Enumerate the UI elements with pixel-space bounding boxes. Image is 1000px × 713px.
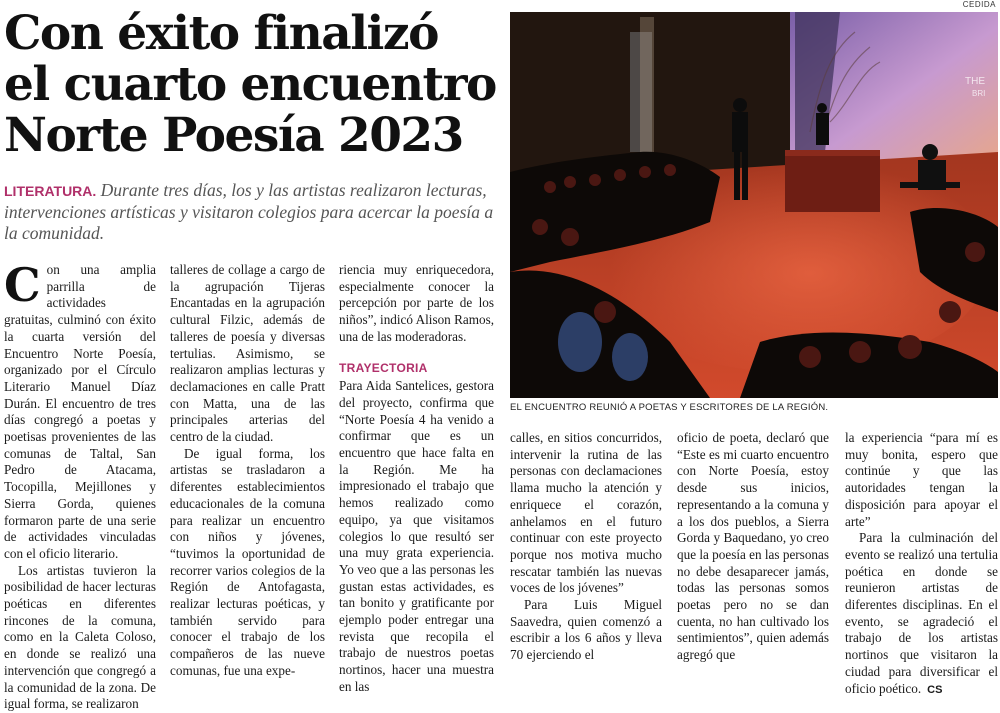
event-photo (510, 12, 998, 398)
article-paragraph-5: riencia muy enriquecedora, especialmente conocer la percepción por parte de los niños”, indicó Alison Ramos, una de las moderadoras. (339, 262, 494, 344)
screen-text-2: BRI (972, 89, 986, 98)
article-paragraph-9: oficio de poeta, declaró que “Este es mi cuarto encuentro con Norte Poesía, estoy desde sus inicios, representando a la comuna y a los dos pueblos, a Sierra Gorda y Baquedano, yo creo que la poesía en las personas no debe desaparecer jamás, todas las personas somos poetas pero no se dan cuenta, no han cultivado los sentimientos”, quien además agregó que (677, 430, 829, 663)
photo-credit: CEDIDA (962, 0, 996, 9)
section-kicker: LITERATURA. (4, 183, 97, 199)
article-paragraph-7: calles, en sitios concurridos, intervenir la rutina de las personas con declamaciones llama mucho la atención y enriquece el corazón, anhelamos en el futuro continuar con este proyecto porque nos motiva mucho rescatar también las nuevas voces de los jóvenes” (510, 430, 662, 596)
headline-line-2: el cuarto encuentro (4, 57, 496, 112)
article-paragraph-3: talleres de collage a cargo de la agrupación Tijeras Encantadas en la agrupación cultural Filzic, además de talleres de poesía y diversas tertulias. Asimismo, se realizaron amplias lecturas y declamaciones en calle Pratt con Matta, una de las principales arterias del centro de la ciudad. (170, 262, 325, 445)
article-paragraph-2: Los artistas tuvieron la posibilidad de hacer lecturas poéticas en diferentes rincones de la comuna, como en la Caleta Coloso, en donde se realizó una intervención que congregó a la comunidad de la zona. De igual forma, se realizaron (4, 562, 156, 712)
article-column-2 (170, 262, 325, 680)
article-paragraph-8: Para Luis Miguel Saavedra, quien comenzó a escribir a los 6 años y lleva 70 ejerciendo el (510, 597, 662, 663)
headline-line-1: Con éxito finalizó (4, 6, 438, 61)
headline-line-3: Norte Poesía 2023 (4, 108, 463, 163)
article-paragraph-4: De igual forma, los artistas se trasladaron a diferentes establecimientos educacionales de la comuna para realizar un encuentro con niños y jóvenes, “tuvimos la oportunidad de recorrer varios colegios de la Región de Antofagasta, realizar lecturas poéticas, y también servido para conocer el trabajo de los compañeros de las nueve comunas, fue una expe- (170, 445, 325, 678)
article-paragraph-1 (4, 258, 156, 563)
photo-caption: EL ENCUENTRO REUNIÓ A POETAS Y ESCRITORES DE LA REGIÓN. (510, 402, 829, 413)
article-paragraph-11 (845, 530, 998, 698)
paragraph-1-text: on una amplia parrilla de actividades gratuitas, culminó con éxito la cuarta versión del Encuentro Norte Poesía, organizado por el Círculo Literario Manuel Díaz Durán. El encuentro de tres días congregó a poetas y poetisas provenientes de las comunas de Taltal, San Pedro de Atacama, Tocopilla, Mejillones y Sierra Gorda, quienes formaron parte de una serie de actividades vinculadas con el oficio literario. (4, 262, 156, 561)
subhead-trayectoria: TRAYECTORIA (339, 360, 428, 375)
end-mark: CS (927, 683, 943, 696)
drop-cap: C (4, 258, 41, 312)
deck (4, 180, 499, 244)
paragraph-11-text: Para la culminación del evento se realizó una tertulia poética en donde se reunieron artistas de diferentes disciplinas. En el evento, se agradeció el trabajo de los artistas nortinos que visitaron la ciudad para diversificar el oficio poético. (845, 530, 998, 696)
article-column-5 (677, 430, 829, 664)
screen-text-1: THE (965, 76, 985, 87)
article-column-4 (510, 430, 662, 664)
article-column-6 (845, 430, 998, 698)
article-column-1 (4, 258, 156, 713)
article-paragraph-10: la experiencia “para mí es muy bonita, espero que continúe y que las autoridades tengan la disposición para apoyar el arte” (845, 430, 998, 529)
article-paragraph-6: Para Aida Santelices, gestora del proyecto, confirma que “Norte Poesía 4 ha venido a confirmar que es un encuentro que hace falta en la Región. Me ha impresionado el trabajo que hemos realizado como equipo, ya que visitamos colegios lo que resultó ser una muy grata experiencia. Yo veo que a las personas les gustan estas actividades, es tan bonito y gratificante por ejemplo poder entregar una revista que recopila el trabajo de nuestros poetas nortinos, hacer una muestra en las (339, 378, 494, 694)
headline (4, 8, 504, 161)
article-column-3 (339, 262, 494, 696)
deck-text: Durante tres días, los y las artistas realizaron lecturas, intervenciones artísticas y visitaron colegios para acercar la poesía a la comunidad. (4, 180, 494, 243)
